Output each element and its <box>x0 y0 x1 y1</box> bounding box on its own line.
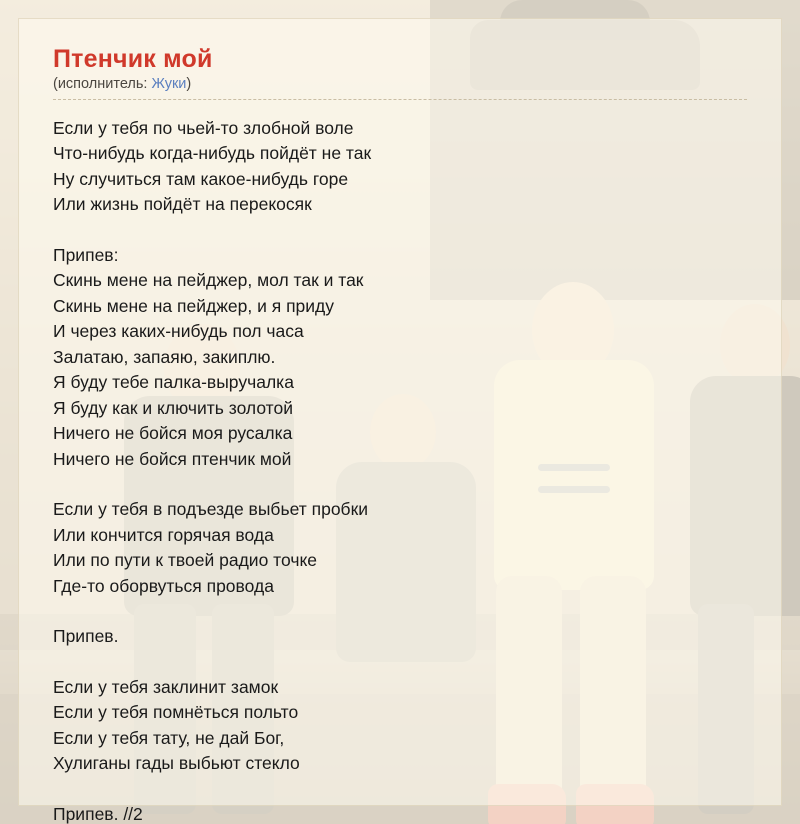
lyrics-line: Если у тебя помнёться польто <box>53 702 299 723</box>
lyrics-line: Скинь мене на пейджер, мол так и так <box>53 270 364 291</box>
lyrics-stanza <box>53 675 747 777</box>
lyrics-line: Припев: <box>53 244 119 265</box>
lyrics-line: Если у тебя в подъезде выбьет пробки <box>53 499 368 520</box>
lyrics-line: Или кончится горячая вода <box>53 524 274 545</box>
lyrics-line: Ничего не бойся моя русалка <box>53 423 293 444</box>
performer-label: (исполнитель: <box>53 75 148 92</box>
lyrics-line: Я буду тебе палка-выручалка <box>53 372 294 393</box>
lyrics-line: Я буду как и ключить золотой <box>53 397 294 418</box>
lyrics-sheet <box>18 18 782 824</box>
performer-link[interactable]: Жуки <box>151 75 187 92</box>
performer-suffix: ) <box>186 75 192 92</box>
lyrics-stanza <box>53 802 747 824</box>
lyrics-line: Припев. <box>53 626 119 647</box>
lyrics-line: Если у тебя по чьей-то злобной воле <box>53 117 354 138</box>
lyrics-line: Ну случиться там какое-нибудь горе <box>53 168 349 189</box>
lyrics-stanza <box>53 116 747 218</box>
lyrics-line: Ничего не бойся птенчик мой <box>53 448 292 469</box>
lyrics-line: Если у тебя заклинит замок <box>53 676 279 697</box>
lyrics-line: Хулиганы гады выбьют стекло <box>53 753 300 774</box>
lyrics-line: Скинь мене на пейджер, и я приду <box>53 295 335 316</box>
lyrics-line: Где-то оборвуться провода <box>53 575 274 596</box>
lyrics-line: Если у тебя тату, не дай Бог, <box>53 727 285 748</box>
lyrics-line: Или жизнь пойдёт на перекосяк <box>53 194 312 215</box>
lyrics-line: Что-нибудь когда-нибудь пойдёт не так <box>53 143 372 164</box>
lyrics-stanza <box>53 243 747 473</box>
lyrics-line: Или по пути к твоей радио точке <box>53 550 318 571</box>
lyrics-stanza <box>53 497 747 599</box>
lyrics-line: И через каких-нибудь пол часа <box>53 321 304 342</box>
lyrics-line: Припев. //2 <box>53 803 143 824</box>
song-title: Птенчик мой <box>53 45 213 73</box>
lyrics-body <box>53 116 747 824</box>
performer-line <box>53 76 747 100</box>
lyrics-stanza <box>53 624 747 650</box>
lyrics-line: Залатаю, запаяю, закиплю. <box>53 346 276 367</box>
